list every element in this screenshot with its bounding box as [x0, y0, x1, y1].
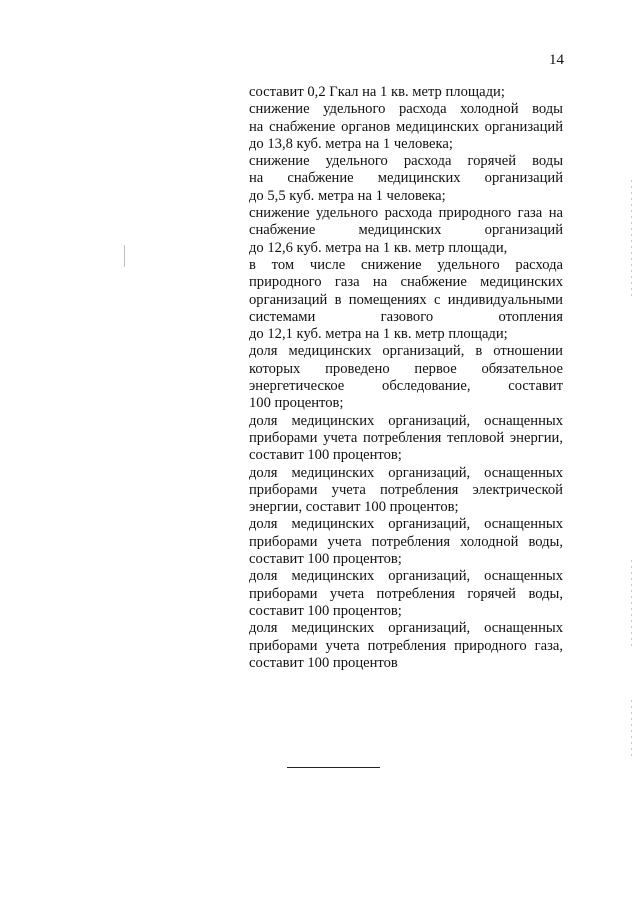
text-line: 100 процентов; [249, 395, 344, 412]
text-line: которых проведено первое обязательное [249, 360, 563, 377]
text-line: энергии, составит 100 процентов; [249, 499, 459, 516]
end-divider [287, 767, 380, 768]
paragraph-hot-water-meters [249, 568, 563, 620]
paragraph-hot-water [249, 153, 563, 205]
edge-scan-marks [631, 180, 632, 300]
text-line: организаций в помещениях с индивидуальными [249, 291, 563, 308]
text-line: составит 100 процентов; [249, 602, 402, 619]
text-line: на снабжение медицинских организаций [249, 170, 563, 187]
text-line: доля медицинских организаций, оснащенных [249, 620, 563, 637]
paragraph-heat-consumption [249, 84, 563, 101]
text-line: составит 0,2 Гкал на 1 кв. метр площади; [249, 84, 505, 100]
paragraph-gas-heating [249, 257, 563, 343]
text-line: составит 100 процентов [249, 654, 398, 671]
paragraph-cold-water-meters [249, 516, 563, 568]
text-line: снижение удельного расхода холодной воды [249, 101, 563, 118]
paragraph-natural-gas [249, 205, 563, 257]
paragraph-gas-meters [249, 620, 563, 672]
text-line: составит 100 процентов; [249, 447, 402, 464]
text-line: приборами учета потребления горячей воды, [249, 585, 563, 602]
paragraph-heat-meters [249, 413, 563, 465]
text-line: в том числе снижение удельного расхода [249, 256, 563, 273]
text-line: доля медицинских организаций, оснащенных [249, 516, 563, 533]
text-line: до 13,8 куб. метра на 1 человека; [249, 135, 453, 152]
text-line: доля медицинских организаций, оснащенных [249, 412, 563, 429]
text-line: до 12,6 куб. метра на 1 кв. метр площади, [249, 239, 508, 256]
text-line: доля медицинских организаций, в отношении [249, 343, 563, 360]
text-line: энергетическое обследование, составит [249, 378, 563, 395]
document-body [249, 84, 563, 672]
edge-scan-marks [631, 700, 632, 760]
text-line: системами газового отопления [249, 308, 563, 325]
text-line: снижение удельного расхода горячей воды [249, 153, 563, 170]
text-line: приборами учета потребления тепловой энергии, [249, 429, 563, 446]
text-line: приборами учета потребления электрической [249, 481, 563, 498]
paragraph-energy-audit [249, 343, 563, 412]
text-line: снижение удельного расхода природного газа на [249, 205, 563, 222]
paragraph-cold-water [249, 101, 563, 153]
page-number: 14 [549, 52, 564, 68]
text-line: приборами учета потребления природного газа, [249, 637, 563, 654]
text-line: приборами учета потребления холодной воды, [249, 533, 563, 550]
scan-artifact [124, 245, 125, 267]
text-line: до 5,5 куб. метра на 1 человека; [249, 187, 446, 204]
paragraph-electricity-meters [249, 465, 563, 517]
edge-scan-marks [631, 560, 632, 650]
text-line: снабжение медицинских организаций [249, 222, 563, 239]
text-line: на снабжение органов медицинских организаций [249, 118, 563, 135]
text-line: доля медицинских организаций, оснащенных [249, 568, 563, 585]
text-line: доля медицинских организаций, оснащенных [249, 464, 563, 481]
text-line: природного газа на снабжение медицинских [249, 274, 563, 291]
text-line: до 12,1 куб. метра на 1 кв. метр площади; [249, 326, 508, 343]
text-line: составит 100 процентов; [249, 551, 402, 568]
